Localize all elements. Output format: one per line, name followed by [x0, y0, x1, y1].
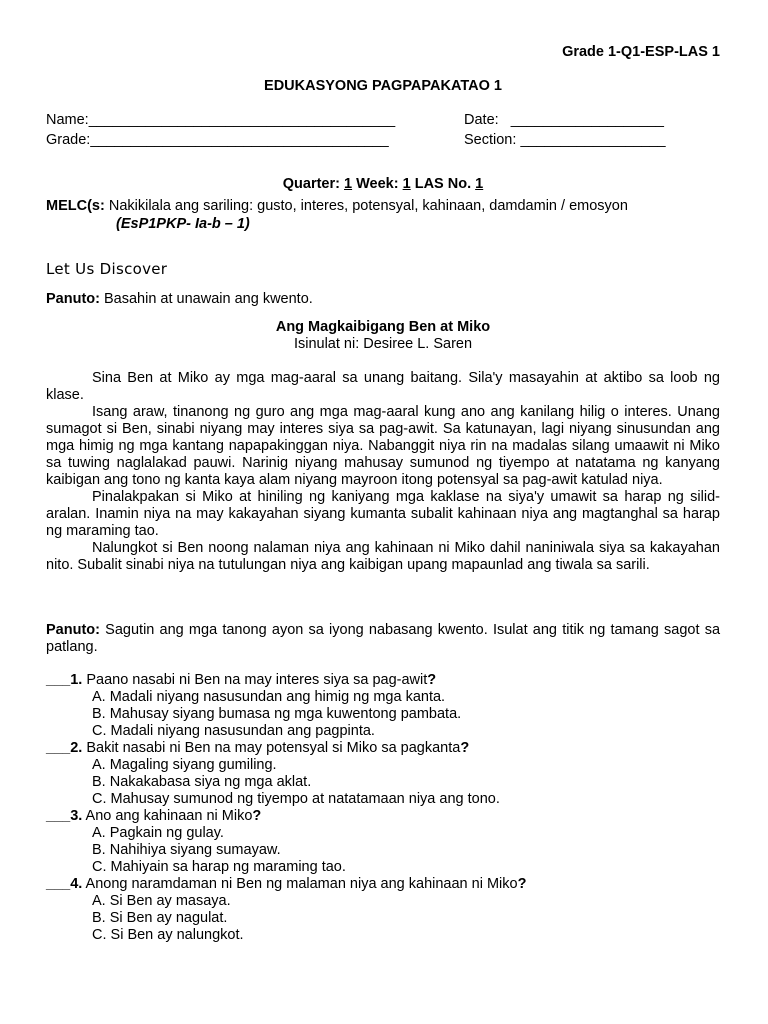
- date-line: ___________________: [510, 112, 664, 128]
- option-b: B. Si Ben ay nagulat.: [92, 910, 228, 926]
- melc-label: MELC(s:: [46, 198, 105, 214]
- instruction-1-label: Panuto:: [46, 291, 100, 307]
- answer-blank[interactable]: ___: [46, 740, 71, 756]
- question-number: 1.: [70, 672, 83, 688]
- story-paragraph: Isang araw, tinanong ng guro ang mga mag-aaral kung ano ang kanilang hilig o interes. Unang sumagot si Ben, sinabi niyang may interes siya sa pag-awit. Sa katunayan, lagi niyang sinusundan ang mga himig ng mga kantang napapakinggan niya. Nabanggit niya rin na madalas silang umaawit ni Miko sa tuwing naglalakad pauwi. Narinig niyang mahusay sumunod ng tiyempo at natatama ng kanyang kaibigan ang tono ng kanta kaya alam niyang mayroon itong potensyal sa pag-awit katulad niya.: [46, 404, 720, 488]
- option-c: C. Mahusay sumunod ng tiyempo at natatamaan niya ang tono.: [92, 791, 500, 807]
- name-line: ______________________________________: [88, 112, 396, 128]
- story-paragraph: Pinalakpakan si Miko at hiniling ng kaniyang mga kaklase na siya'y umawit sa harap ng silid-aralan. Inamin niya na may kakayahan siyang kumanta subalit kahinaan niya ang magtanghal sa harap ng maraming tao.: [46, 489, 720, 539]
- week-value: 1: [402, 176, 411, 192]
- subject-title: EDUKASYONG PAGPAPAKATAO 1: [264, 78, 502, 94]
- grade-line: _____________________________________: [90, 132, 389, 148]
- section-line: __________________: [520, 132, 666, 148]
- question-mark: ?: [252, 808, 262, 824]
- question-text: Paano nasabi ni Ben na may interes siya sa pag-awit: [86, 672, 428, 688]
- story-author: Isinulat ni: Desiree L. Saren: [293, 336, 473, 352]
- instruction-1-text: Basahin at unawain ang kwento.: [104, 291, 313, 307]
- instruction-2-text: Sagutin ang mga tanong ayon sa iyong nabasang kwento. Isulat ang titik ng tamang sagot sa patlang.: [46, 622, 721, 655]
- quarter-line: [46, 176, 720, 193]
- question-item: [46, 740, 720, 808]
- option-a: A. Si Ben ay masaya.: [92, 893, 231, 909]
- answer-blank[interactable]: ___: [46, 672, 71, 688]
- week-label: Week:: [356, 176, 399, 192]
- question-mark: ?: [427, 672, 437, 688]
- date-field: [464, 112, 664, 129]
- option-b: B. Nakakabasa siya ng mga aklat.: [92, 774, 312, 790]
- question-item: [46, 876, 720, 944]
- question-item: [46, 808, 720, 876]
- question-number: 3.: [70, 808, 83, 824]
- question-stem: [46, 672, 720, 689]
- question-text: Anong naramdaman ni Ben ng malaman niya ang kahinaan ni Miko: [85, 876, 518, 892]
- question-list: [46, 672, 720, 944]
- option-a: A. Madali niyang nasusundan ang himig ng mga kanta.: [92, 689, 446, 705]
- question-text: Bakit nasabi ni Ben na may potensyal si Miko sa pagkanta: [86, 740, 461, 756]
- grade-field: [46, 132, 389, 149]
- section-field: [464, 132, 666, 149]
- grade-label: Grade:: [46, 132, 91, 148]
- story-paragraph: Sina Ben at Miko ay mga mag-aaral sa unang baitang. Sila'y masayahin at aktibo sa loob ng klase.: [46, 370, 720, 403]
- option-c: C. Mahiyain sa harap ng maraming tao.: [92, 859, 346, 875]
- option-c: C. Si Ben ay nalungkot.: [92, 927, 244, 943]
- name-label: Name:: [46, 112, 89, 128]
- question-stem: [46, 876, 720, 893]
- answer-blank[interactable]: ___: [46, 808, 71, 824]
- question-stem: [46, 808, 720, 825]
- option-a: A. Magaling siyang gumiling.: [92, 757, 277, 773]
- instruction-2-label: Panuto:: [46, 622, 100, 638]
- option-c: C. Madali niyang nasusundan ang pagpinta.: [92, 723, 375, 739]
- question-stem: [46, 740, 720, 757]
- quarter-label: Quarter:: [282, 176, 340, 192]
- instruction-2: [46, 622, 720, 656]
- question-item: [46, 672, 720, 740]
- question-mark: ?: [517, 876, 527, 892]
- story-body: [46, 370, 720, 574]
- question-number: 2.: [70, 740, 83, 756]
- question-mark: ?: [460, 740, 470, 756]
- date-label: Date:: [464, 112, 499, 128]
- instruction-1: [46, 291, 313, 308]
- las-label: LAS No.: [414, 176, 472, 192]
- answer-blank[interactable]: ___: [46, 876, 71, 892]
- quarter-value: 1: [344, 176, 353, 192]
- melc-code: (EsP1PKP- Ia-b – 1): [116, 216, 250, 232]
- melc-line: [46, 198, 628, 215]
- section-label: Section:: [464, 132, 517, 148]
- story-title: Ang Magkaibigang Ben at Miko: [275, 319, 491, 335]
- grade-id: Grade 1-Q1-ESP-LAS 1: [562, 44, 720, 60]
- option-b: B. Mahusay siyang bumasa ng mga kuwentong pambata.: [92, 706, 462, 722]
- option-b: B. Nahihiya siyang sumayaw.: [92, 842, 281, 858]
- option-a: A. Pagkain ng gulay.: [92, 825, 224, 841]
- las-value: 1: [475, 176, 484, 192]
- question-text: Ano ang kahinaan ni Miko: [85, 808, 253, 824]
- story-paragraph: Nalungkot si Ben noong nalaman niya ang kahinaan ni Miko dahil naniniwala siya sa kakayahan nito. Subalit sinabi niya na tutulungan niya ang kaibigan upang mapaunlad ang tiwala sa sarili.: [46, 540, 720, 573]
- question-number: 4.: [70, 876, 83, 892]
- name-field: [46, 112, 395, 129]
- melc-text: Nakikilala ang sariling: gusto, interes, potensyal, kahinaan, damdamin / emosyon: [108, 198, 628, 214]
- section-heading: Let Us Discover: [46, 260, 168, 278]
